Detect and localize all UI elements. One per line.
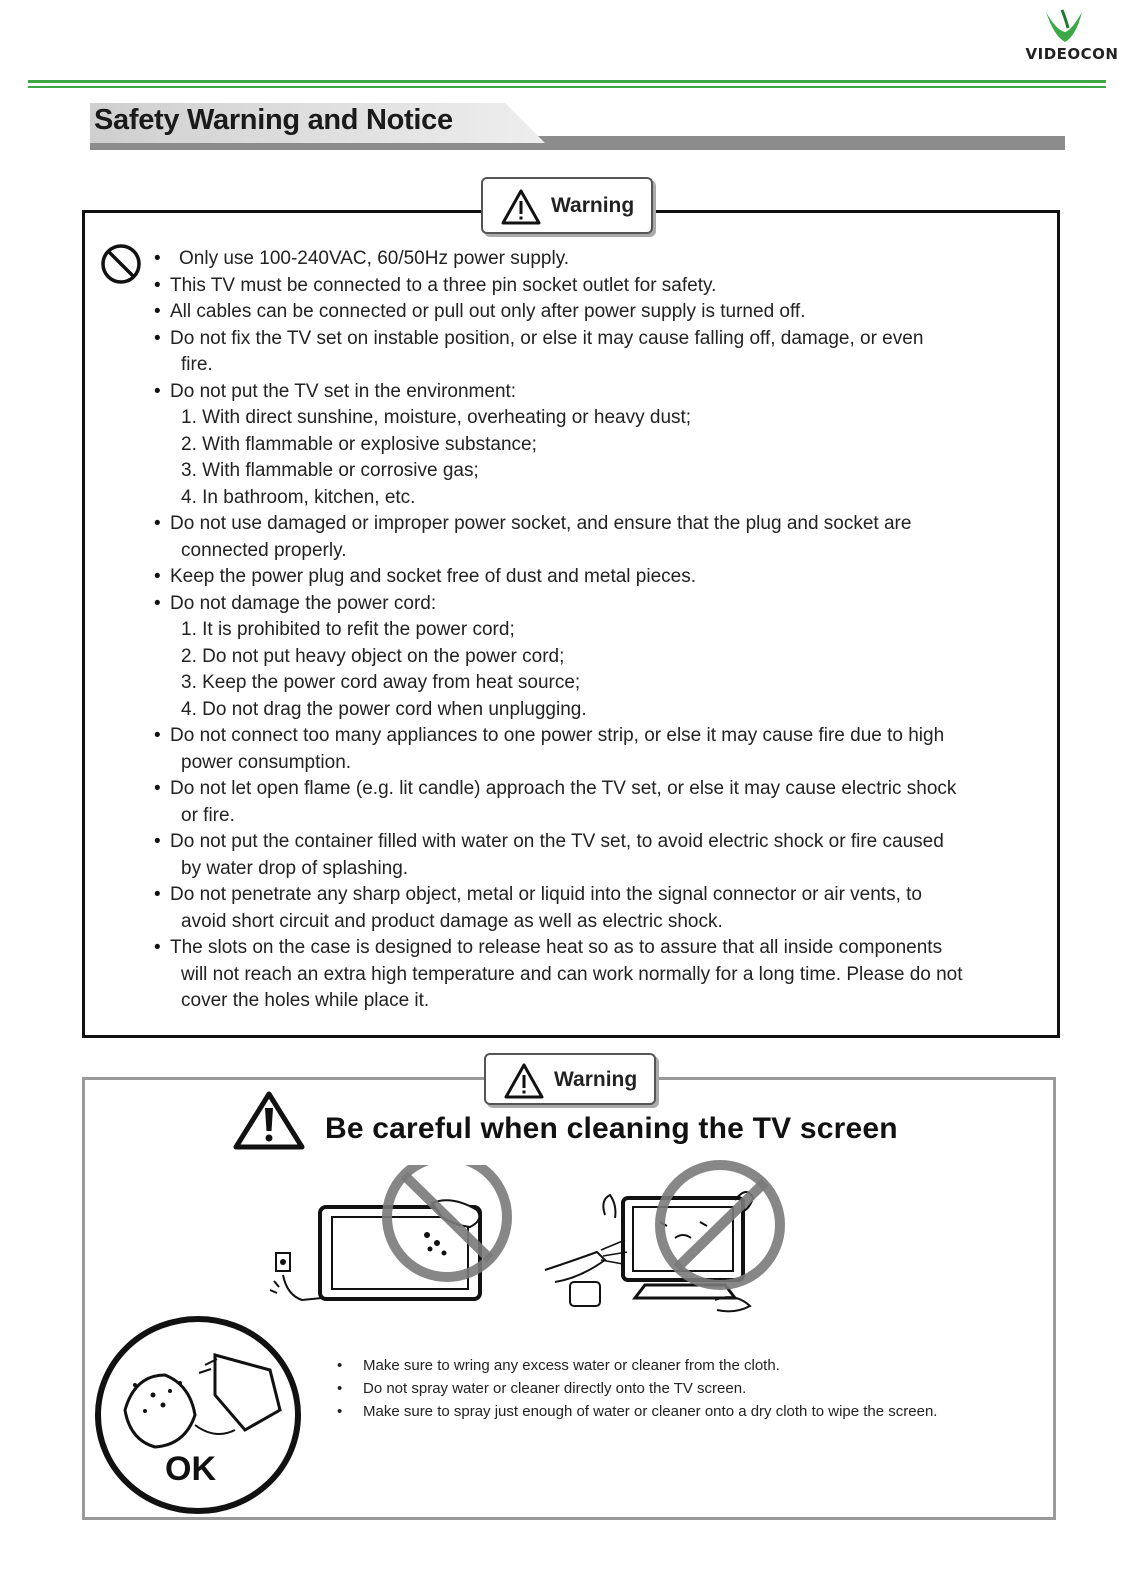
warning-subitem: 3. With flammable or corrosive gas; — [181, 460, 479, 481]
cleaning-tip: Do not spray water or cleaner directly onto the TV screen. — [363, 1380, 747, 1397]
warning-subitem: 4. In bathroom, kitchen, etc. — [181, 487, 416, 508]
bullet-dot: • — [154, 778, 161, 799]
header-rule-thin — [28, 86, 1106, 88]
warning-item: All cables can be connected or pull out only after power supply is turned off. — [170, 301, 806, 322]
no-entry-icon — [100, 243, 142, 285]
cleaning-tip: Make sure to wring any excess water or cleaner from the cloth. — [363, 1357, 780, 1374]
bullet-dot: • — [154, 566, 161, 587]
bullet-dot: • — [337, 1357, 343, 1374]
bullet-dot: • — [154, 725, 161, 746]
warning-item: Keep the power plug and socket free of dust and metal pieces. — [170, 566, 696, 587]
warning-item: Do not let open flame (e.g. lit candle) approach the TV set, or else it may cause electric shock — [170, 778, 957, 799]
warning-tab-cleaning — [484, 1053, 656, 1105]
warning-item-continuation: or fire. — [181, 805, 235, 826]
warning-item: Do not connect too many appliances to one power strip, or else it may cause fire due to high — [170, 725, 945, 746]
warning-item-continuation: power consumption. — [181, 752, 352, 773]
warning-item: The slots on the case is designed to release heat so as to assure that all inside components — [170, 937, 943, 958]
no-spray-on-screen-illustration — [262, 1165, 512, 1315]
warning-subitem: 1. With direct sunshine, moisture, overheating or heavy dust; — [181, 407, 692, 428]
warning-subitem: 3. Keep the power cord away from heat source; — [181, 672, 581, 693]
warning-item-continuation: avoid short circuit and product damage as well as electric shock. — [181, 911, 723, 932]
warning-item: Do not fix the TV set on instable position, or else it may cause falling off, damage, or even — [170, 328, 924, 349]
warning-item-continuation: cover the holes while place it. — [181, 990, 430, 1011]
ok-label: OK — [165, 1450, 216, 1488]
bullet-dot: • — [154, 275, 161, 296]
warning-subitem: 4. Do not drag the power cord when unplugging. — [181, 699, 587, 720]
ok-spray-cloth-illustration — [95, 1315, 305, 1515]
warning-item: Do not put the TV set in the environment: — [170, 381, 517, 402]
page-title: Safety Warning and Notice — [94, 104, 453, 136]
warning-item-continuation: connected properly. — [181, 540, 347, 561]
warning-item-continuation: will not reach an extra high temperature and can work normally for a long time. Please do not — [181, 964, 963, 985]
bullet-dot: • — [154, 513, 161, 534]
bullet-dot: • — [154, 831, 161, 852]
bullet-dot: • — [154, 381, 161, 402]
warning-item: Do not put the container filled with water on the TV set, to avoid electric shock or fire caused — [170, 831, 944, 852]
warning-label: Warning — [551, 194, 635, 217]
warning-item: Only use 100-240VAC, 60/50Hz power supply. — [179, 248, 570, 269]
warning-subitem: 2. With flammable or explosive substance; — [181, 434, 537, 455]
bullet-dot: • — [154, 593, 161, 614]
brand-name: VIDEOCON — [1025, 45, 1119, 63]
warning-item-continuation: by water drop of splashing. — [181, 858, 409, 879]
bullet-dot: • — [154, 248, 161, 269]
warning-subitem: 2. Do not put heavy object on the power cord; — [181, 646, 565, 667]
warning-subitem: 1. It is prohibited to refit the power cord; — [181, 619, 515, 640]
warning-tab — [481, 177, 653, 234]
warning-item: Do not damage the power cord: — [170, 593, 437, 614]
cleaning-tip: Make sure to spray just enough of water or cleaner onto a dry cloth to wipe the screen. — [363, 1403, 938, 1420]
warning-triangle-icon — [500, 188, 542, 226]
warning-item-continuation: fire. — [181, 354, 213, 375]
bullet-dot: • — [154, 328, 161, 349]
warning-triangle-icon — [503, 1062, 545, 1100]
header-rule — [28, 80, 1106, 83]
bullet-dot: • — [154, 301, 161, 322]
cleaning-heading: Be careful when cleaning the TV screen — [325, 1112, 898, 1145]
bullet-dot: • — [154, 937, 161, 958]
warning-item: Do not use damaged or improper power socket, and ensure that the plug and socket are — [170, 513, 912, 534]
no-spray-tv-illustration — [535, 1160, 795, 1320]
warning-label: Warning — [554, 1068, 638, 1091]
bullet-dot: • — [154, 884, 161, 905]
bullet-dot: • — [337, 1380, 343, 1397]
bullet-dot: • — [337, 1403, 343, 1420]
warning-item: Do not penetrate any sharp object, metal or liquid into the signal connector or air vents, to — [170, 884, 922, 905]
caution-triangle-icon — [232, 1090, 306, 1152]
warning-item: This TV must be connected to a three pin socket outlet for safety. — [170, 275, 717, 296]
